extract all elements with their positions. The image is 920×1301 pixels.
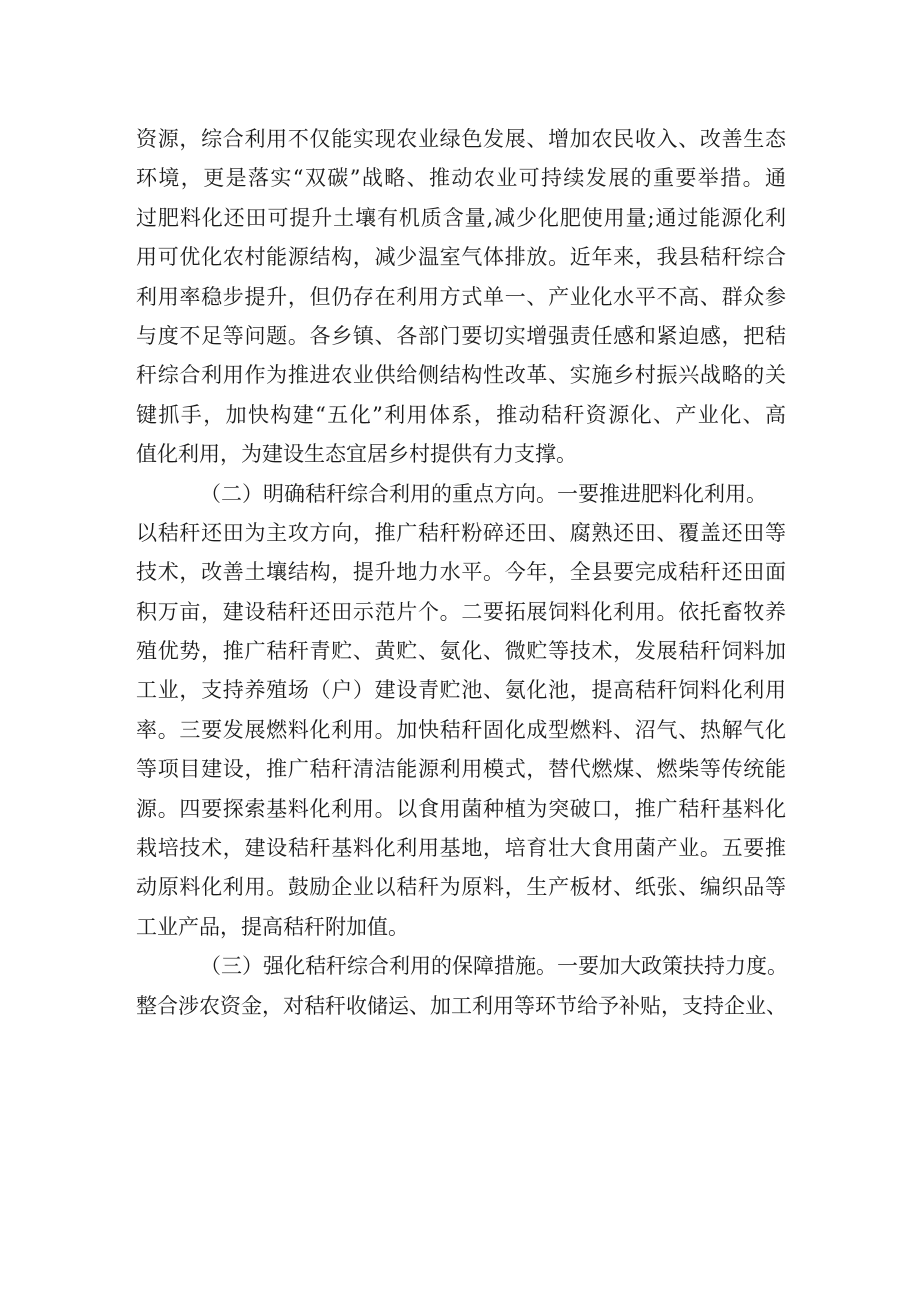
text-line: 与度不足等问题。各乡镇、各部门要切实增强责任感和紧迫感，把秸: [136, 323, 786, 348]
text-line: 资源，综合利用不仅能实现农业绿色发展、增加农民收入、改善生态: [136, 127, 786, 151]
text-line: 技术，改善土壤结构，提升地力水平。今年，全县要完成秸秆还田面: [136, 560, 786, 585]
text-line: 用可优化农村能源结构，减少温室气体排放。近年来，我县秸秆综合: [136, 245, 786, 270]
text-line: 栽培技术，建设秸秆基料化利用基地，培育壮大食用菌产业。五要推: [136, 836, 786, 861]
text-line: 工业，支持养殖场（户）建设青贮池、氨化池，提高秸秆饲料化利用: [136, 678, 786, 703]
paragraph-end-line: 值化利用，为建设生态宜居乡村提供有力支撑。: [136, 442, 577, 467]
text-line: 键抓手，加快构建“五化”利用体系，推动秸秆资源化、产业化、高: [136, 402, 786, 427]
section-heading-line: （三）强化秸秆综合利用的保障措施。一要加大政策扶持力度。: [200, 954, 788, 979]
text-line: 动原料化利用。鼓励企业以秸秆为原料，生产板材、纸张、编织品等: [136, 875, 786, 900]
text-line: 殖优势，推广秸秆青贮、黄贮、氨化、微贮等技术，发展秸秆饲料加: [136, 639, 786, 664]
text-line: 源。四要探索基料化利用。以食用菌种植为突破口，推广秸秆基料化: [136, 796, 786, 821]
text-line: 秆综合利用作为推进农业供给侧结构性改革、实施乡村振兴战略的关: [136, 363, 786, 388]
text-line: 等项目建设，推广秸秆清洁能源利用模式，替代燃煤、燃柴等传统能: [136, 757, 786, 782]
paragraph-end-line: 工业产品，提高秸秆附加值。: [136, 914, 409, 939]
text-line: 以秸秆还田为主攻方向，推广秸秆粉碎还田、腐熟还田、覆盖还田等: [136, 520, 786, 545]
text-line: 积万亩，建设秸秆还田示范片个。二要拓展饲料化利用。依托畜牧养: [136, 599, 786, 624]
text-line: 环境，更是落实“双碳”战略、推动农业可持续发展的重要举措。通: [136, 166, 786, 191]
section-heading-line: （二）明确秸秆综合利用的重点方向。一要推进肥料化利用。: [200, 481, 767, 506]
text-line: 整合涉农资金，对秸秆收储运、加工利用等环节给予补贴，支持企业、: [136, 993, 787, 1018]
text-line: 过肥料化还田可提升土壤有机质含量,减少化肥使用量;通过能源化利: [136, 205, 786, 230]
text-line: 率。三要发展燃料化利用。加快秸秆固化成型燃料、沼气、热解气化: [136, 717, 786, 742]
document-body: [136, 120, 786, 1026]
text-line: 利用率稳步提升，但仍存在利用方式单一、产业化水平不高、群众参: [136, 284, 786, 309]
